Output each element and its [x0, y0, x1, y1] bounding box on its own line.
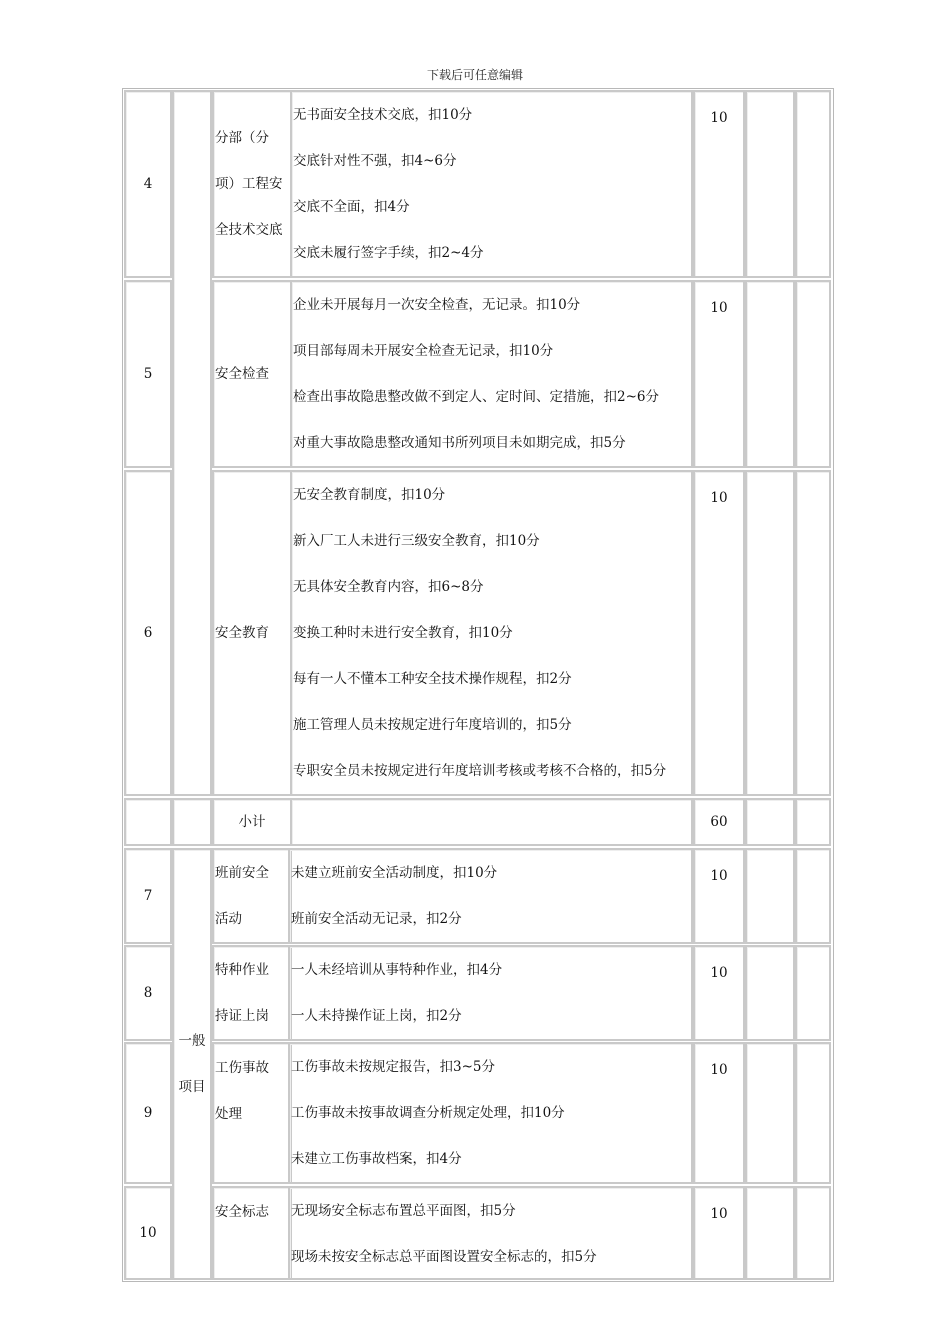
category-line: 项目 — [178, 1079, 206, 1095]
score — [693, 848, 745, 944]
row-number-text: 4 — [143, 176, 153, 192]
subtotal-score-text: 60 — [710, 814, 728, 830]
item-name-line: 项）工程安 — [215, 176, 283, 192]
deduction-item: 交底不全面，扣4分 — [293, 199, 410, 215]
score-text: 10 — [710, 300, 728, 316]
score — [693, 470, 745, 796]
deduction-item: 现场未按安全标志总平面图设置安全标志的，扣5分 — [291, 1249, 597, 1265]
row-number-text: 8 — [143, 985, 153, 1001]
deduction-list — [288, 945, 693, 1041]
actual-cell — [795, 280, 831, 468]
subtotal-number-cell — [124, 798, 172, 846]
row-number — [124, 280, 172, 468]
deducted-cell — [745, 90, 795, 278]
row-number-text: 7 — [143, 888, 153, 904]
deduction-list — [290, 280, 693, 468]
deduction-item: 无现场安全标志布置总平面图，扣5分 — [291, 1203, 516, 1219]
row-number — [124, 90, 172, 278]
deducted-cell — [745, 1186, 795, 1280]
deduction-item: 交底未履行签字手续，扣2~4分 — [293, 245, 484, 261]
score-text: 10 — [710, 1206, 728, 1222]
item-name-line: 特种作业 — [215, 962, 269, 978]
deduction-item: 班前安全活动无记录，扣2分 — [291, 911, 462, 927]
deduction-list — [290, 90, 693, 278]
item-name — [212, 1042, 292, 1184]
deduction-item: 工伤事故未按事故调查分析规定处理，扣10分 — [291, 1105, 565, 1121]
score — [693, 1186, 745, 1280]
deduction-item: 未建立工伤事故档案，扣4分 — [291, 1151, 462, 1167]
deduction-list — [288, 848, 693, 944]
row-number-text: 6 — [143, 625, 153, 641]
deduction-item: 施工管理人员未按规定进行年度培训的，扣5分 — [293, 717, 572, 733]
actual-cell — [795, 798, 831, 846]
deduction-list — [288, 1186, 693, 1280]
actual-cell — [795, 848, 831, 944]
row-number-text: 5 — [143, 366, 153, 382]
deduction-item: 对重大事故隐患整改通知书所列项目未如期完成，扣5分 — [293, 435, 626, 451]
item-name — [212, 90, 292, 278]
actual-cell — [795, 1042, 831, 1184]
item-name-line: 全技术交底 — [215, 222, 283, 238]
row-number — [124, 848, 172, 944]
item-name-line: 班前安全 — [215, 865, 269, 881]
category-cell — [172, 90, 212, 796]
item-name-line: 活动 — [215, 911, 242, 927]
deduction-item: 专职安全员未按规定进行年度培训考核或考核不合格的，扣5分 — [293, 763, 667, 779]
item-name — [212, 1186, 292, 1280]
subtotal-label-text: 小计 — [238, 814, 266, 830]
row-number-text: 10 — [139, 1225, 157, 1241]
deduction-item: 未建立班前安全活动制度，扣10分 — [291, 865, 498, 881]
score-text: 10 — [710, 490, 728, 506]
item-name-line: 安全教育 — [215, 625, 269, 641]
category-general — [172, 848, 212, 1280]
item-name-line: 处理 — [215, 1106, 242, 1122]
subtotal-score — [693, 798, 745, 846]
item-name-line: 安全检查 — [215, 366, 269, 382]
score — [693, 1042, 745, 1184]
deduction-list — [288, 1042, 693, 1184]
deduction-item: 一人未持操作证上岗，扣2分 — [291, 1008, 462, 1024]
page-header: 下载后可任意编辑 — [426, 68, 523, 82]
score — [693, 945, 745, 1041]
subtotal-desc-cell — [290, 798, 693, 846]
deduction-item: 变换工种时未进行安全教育，扣10分 — [293, 625, 513, 641]
item-name-line: 分部（分 — [215, 130, 269, 146]
deduction-list — [290, 470, 693, 796]
deducted-cell — [745, 1042, 795, 1184]
deducted-cell — [745, 798, 795, 846]
deduction-item: 无书面安全技术交底，扣10分 — [293, 107, 473, 123]
row-number-text: 9 — [143, 1105, 153, 1121]
actual-cell — [795, 1186, 831, 1280]
actual-cell — [795, 470, 831, 796]
deducted-cell — [745, 848, 795, 944]
category-line: 一般 — [178, 1033, 206, 1049]
deducted-cell — [745, 945, 795, 1041]
deduction-item: 新入厂工人未进行三级安全教育，扣10分 — [293, 533, 540, 549]
deduction-item: 无具体安全教育内容，扣6~8分 — [293, 579, 484, 595]
row-number — [124, 1042, 172, 1184]
row-number — [124, 470, 172, 796]
deduction-item: 检查出事故隐患整改做不到定人、定时间、定措施，扣2~6分 — [293, 389, 659, 405]
actual-cell — [795, 90, 831, 278]
score — [693, 90, 745, 278]
item-name — [212, 848, 292, 944]
item-name — [212, 470, 292, 796]
score-text: 10 — [710, 110, 728, 126]
item-name-line: 工伤事故 — [215, 1060, 269, 1076]
score — [693, 280, 745, 468]
subtotal-label — [212, 798, 292, 846]
deduction-item: 一人未经培训从事特种作业，扣4分 — [291, 962, 503, 978]
deducted-cell — [745, 470, 795, 796]
item-name-line: 安全标志 — [215, 1204, 269, 1220]
subtotal-category-cell — [172, 798, 212, 846]
actual-cell — [795, 945, 831, 1041]
score-text: 10 — [710, 1062, 728, 1078]
deduction-item: 企业未开展每月一次安全检查，无记录。扣10分 — [293, 297, 581, 313]
item-name — [212, 280, 292, 468]
deduction-item: 交底针对性不强，扣4~6分 — [293, 153, 457, 169]
item-name-line: 持证上岗 — [215, 1008, 269, 1024]
deduction-item: 每有一人不懂本工种安全技术操作规程，扣2分 — [293, 671, 572, 687]
deduction-item: 项目部每周未开展安全检查无记录，扣10分 — [293, 343, 554, 359]
deducted-cell — [745, 280, 795, 468]
row-number — [124, 1186, 172, 1280]
score-text: 10 — [710, 868, 728, 884]
row-number — [124, 945, 172, 1041]
item-name — [212, 945, 292, 1041]
deduction-item: 工伤事故未按规定报告，扣3~5分 — [291, 1059, 495, 1075]
score-text: 10 — [710, 965, 728, 981]
deduction-item: 无安全教育制度，扣10分 — [293, 487, 446, 503]
